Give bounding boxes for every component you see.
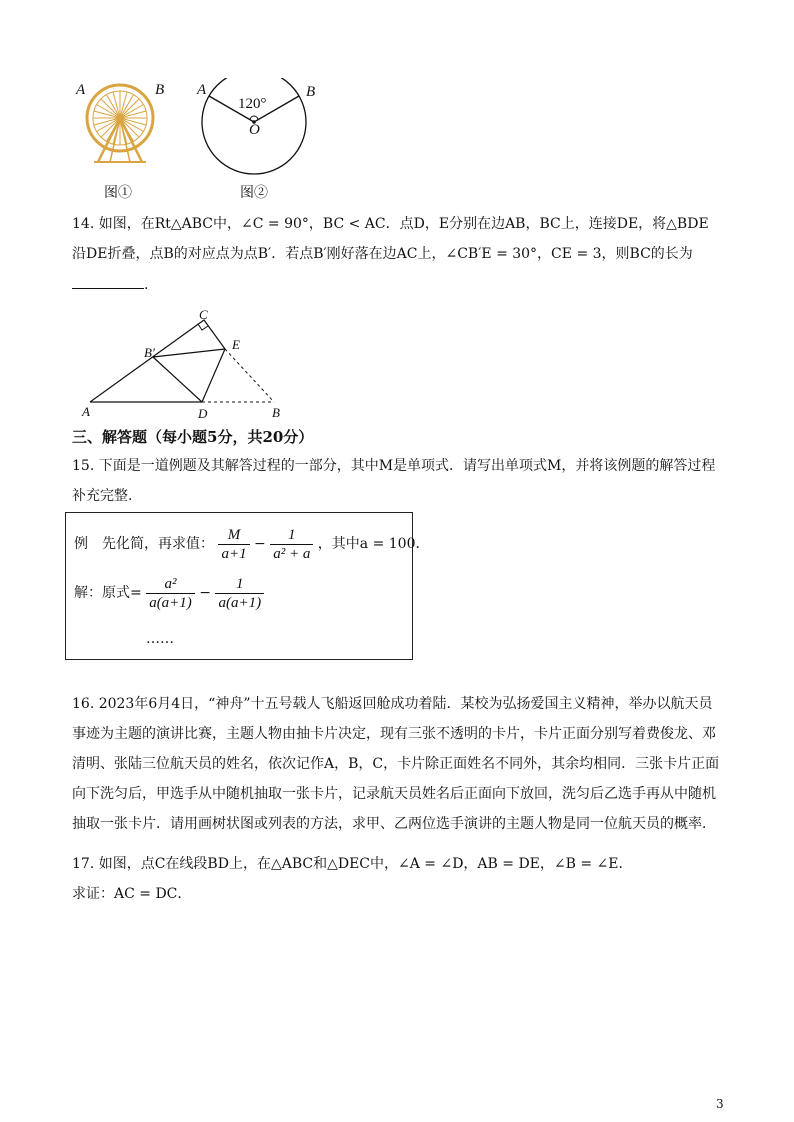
q14-line-2: 沿DE折叠，点B的对应点为点B′．若点B′刚好落在边AC上，∠CB′E = 30°，CE = 3，则BC的长为: [72, 246, 693, 262]
condition-text: ，其中a = 100．: [317, 536, 430, 552]
fraction-a2-num: a²: [146, 575, 195, 594]
wheel-label-a: A: [76, 82, 86, 98]
solution-label: 解：原式=: [74, 585, 142, 601]
angle-label: 120°: [238, 96, 267, 112]
wheel-label-b: B: [155, 82, 165, 98]
fraction-m: [218, 526, 249, 563]
tri-label-b: B: [272, 405, 280, 420]
minus-sign-2: −: [199, 585, 211, 601]
q15-line-2: 补充完整.: [72, 488, 133, 504]
fraction-1: [270, 526, 313, 563]
caption-figure-1: 图①: [104, 185, 132, 201]
tri-label-a: A: [82, 404, 90, 419]
center-label-o: O: [249, 122, 260, 138]
q16-line-1: 16. 2023年6月4日，“神舟”十五号载人飞船返回舱成功着陆．某校为弘扬爱国主义精神，举办以航天员: [72, 696, 713, 712]
q14-end: .: [144, 277, 149, 293]
minus-sign: −: [254, 536, 266, 552]
q15-example-box: [65, 512, 430, 660]
tri-label-e: E: [232, 337, 240, 352]
tri-label-c: C: [199, 307, 208, 322]
fraction-m-den: a+1: [221, 545, 247, 562]
figure-triangle-fold: [74, 300, 304, 420]
caption-figure-2: 图②: [240, 185, 268, 201]
answer-blank: [72, 274, 144, 289]
example-line: [74, 523, 430, 565]
fraction-one-den: a(a+1): [218, 594, 262, 611]
page-number: 3: [716, 1097, 724, 1111]
fraction-one: [215, 575, 264, 612]
fraction-a2: [146, 575, 195, 612]
circle-label-b: B: [306, 84, 316, 100]
q16-line-2: 事迹为主题的演讲比赛，主题人物由抽卡片决定，现有三张不透明的卡片，卡片正面分别写着费俊龙、邓: [72, 726, 716, 742]
fraction-a2-den: a(a+1): [149, 594, 192, 611]
solution-dots: ……: [146, 631, 174, 647]
q16-line-5: 抽取一张卡片．请用画树状图或列表的方法，求甲、乙两位选手演讲的主题人物是同一位航天员的概率．: [72, 816, 716, 832]
q16-line-4: 向下洗匀后，甲选手从中随机抽取一张卡片，记录航天员姓名后正面向下放回，洗匀后乙选手再从中随机: [72, 786, 716, 802]
tri-label-d: D: [198, 406, 208, 421]
triangle-fold-drawing: [74, 300, 304, 420]
q17-line-1: 17. 如图，点C在线段BD上，在△ABC和△DEC中，∠A = ∠D，AB = DE，∠B = ∠E．: [72, 856, 633, 872]
q14-line-1: 14. 如图，在Rt△ABC中，∠C = 90°，BC < AC．点D，E分别在边AB，BC上，连接DE，将△BDE: [72, 216, 709, 232]
fraction-1-num: 1: [270, 526, 313, 545]
section-3-heading: 三、解答题（每小题5分，共20分）: [72, 428, 314, 446]
q17-line-2: 求证：AC = DC．: [72, 886, 192, 902]
example-label: 例 先化简，再求值：: [74, 536, 214, 552]
circle-label-a: A: [197, 82, 207, 98]
fraction-one-num: 1: [215, 575, 264, 594]
q16-line-3: 清明、张陆三位航天员的姓名，依次记作A，B，C，卡片除正面姓名不同外，其余均相同．三张卡片正面: [72, 756, 720, 772]
fraction-1-den: a² + a: [273, 545, 311, 562]
tri-label-b-prime: B′: [144, 345, 155, 360]
q14-answer-line: [72, 274, 148, 295]
solution-line: [74, 571, 264, 615]
fraction-m-num: M: [218, 526, 249, 545]
q15-line-1: 15. 下面是一道例题及其解答过程的一部分，其中M是单项式．请写出单项式M，并将该例题的解答过程: [72, 458, 716, 474]
